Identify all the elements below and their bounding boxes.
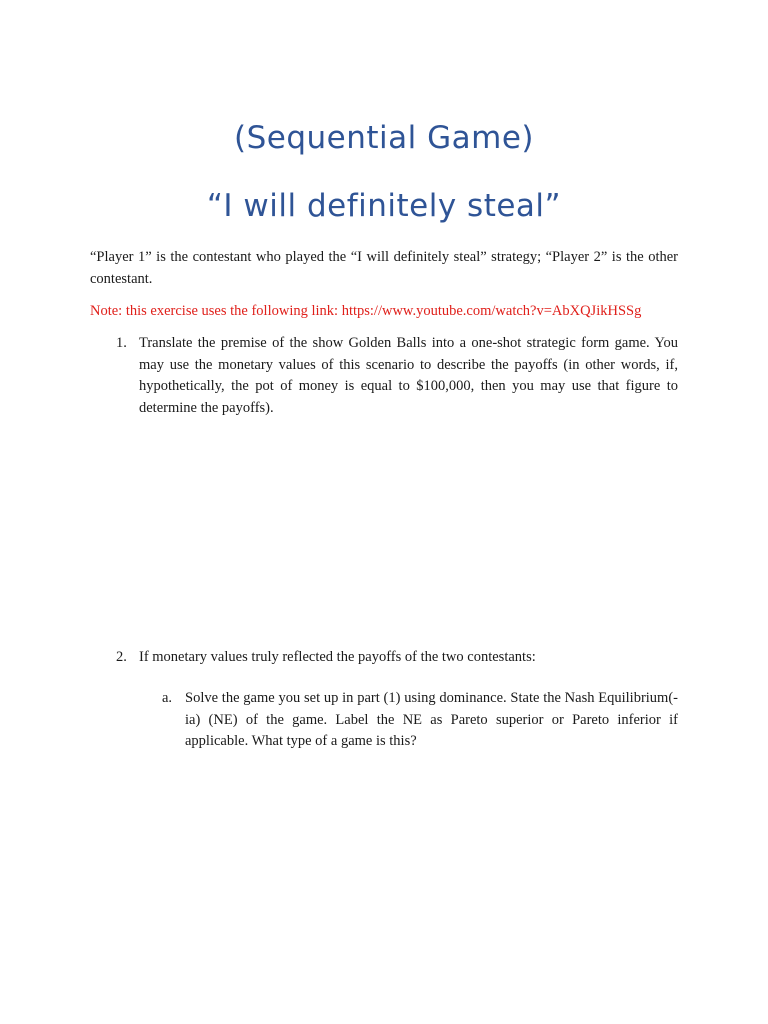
document-title: (Sequential Game) bbox=[233, 120, 534, 156]
question-2-number: 2. bbox=[116, 649, 127, 665]
intro-paragraph: “Player 1” is the contestant who played the “I will definitely steal” strategy; “Player 2” is the other contestant. bbox=[90, 249, 678, 287]
question-2a-text: Solve the game you set up in part (1) using dominance. State the Nash Equilibrium(-ia) (NE) of the game. Label the NE as Pareto superior or Pareto inferior if applicable. What type of a game is this? bbox=[185, 690, 678, 749]
question-1-text: Translate the premise of the show Golden Balls into a one-shot strategic form game. You may use the monetary values of this scenario to describe the payoffs (in other words, if, hypothetically, the pot of money is equal to $100,000, then you may use that figure to determine the payoffs). bbox=[139, 335, 678, 416]
question-2a-label: a. bbox=[162, 690, 173, 706]
document-subtitle: “I will definitely steal” bbox=[206, 188, 562, 224]
question-2-text: If monetary values truly reflected the payoffs of the two contestants: bbox=[139, 649, 536, 665]
question-1-number: 1. bbox=[116, 335, 127, 351]
link-note: Note: this exercise uses the following link: https://www.youtube.com/watch?v=AbXQJikHSSg bbox=[90, 303, 642, 319]
